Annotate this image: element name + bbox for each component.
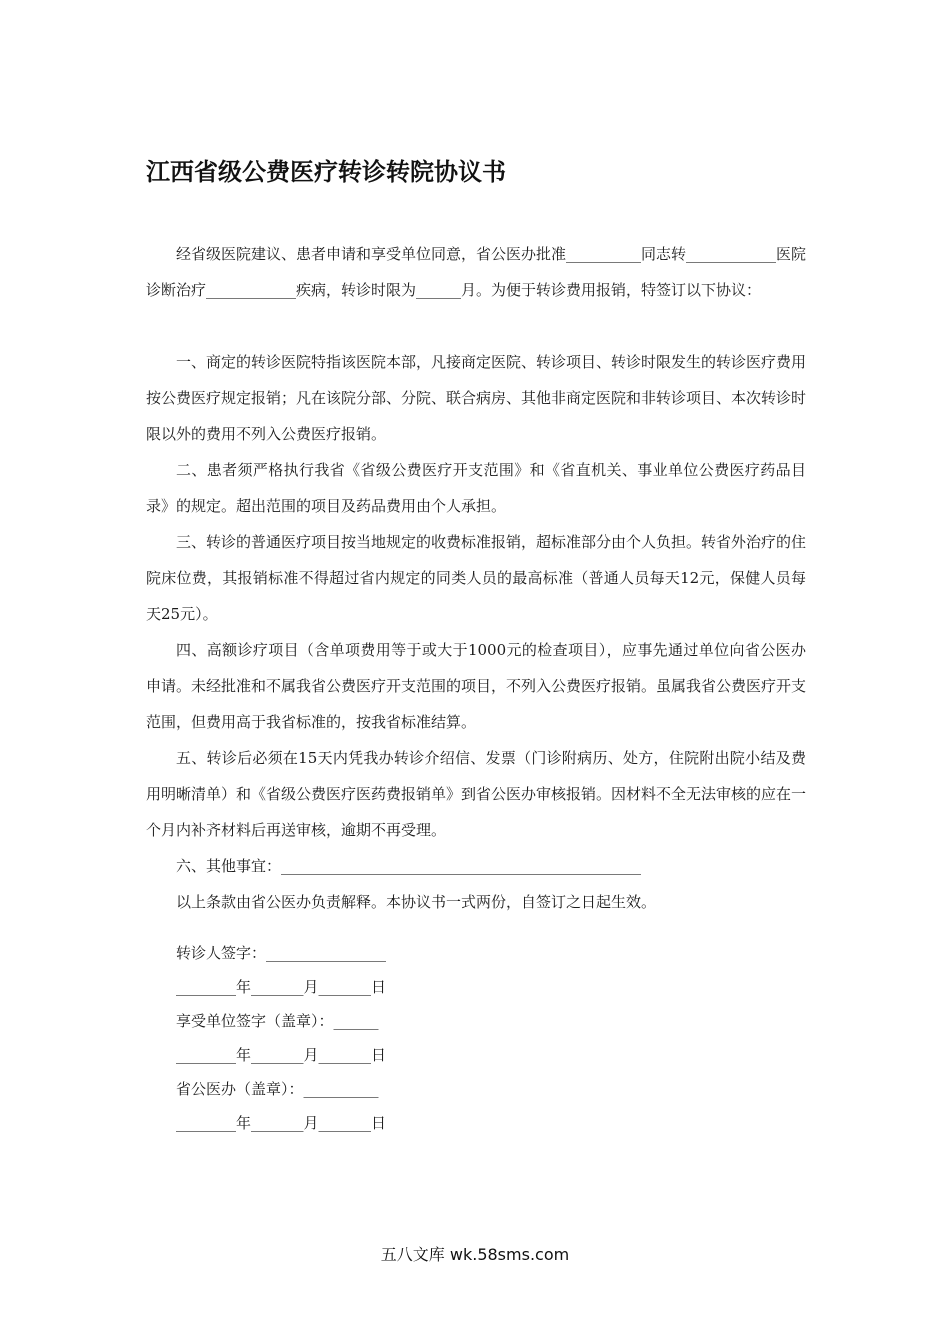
unit-signature: 享受单位签字（盖章）：______ — [176, 1012, 379, 1030]
interpretation-statement: 以上条款由省公医办负责解释。本协议书一式两份，自签订之日起生效。 — [176, 893, 657, 911]
footer-watermark: 五八文库 wk.58sms.com — [380, 1245, 570, 1264]
clause-4-paragraph: 四、高额诊疗项目（含单项费用等于或大于1000元的检查项目），应事先通过单位向省公医办申请。未经批准和不属我省公费医疗开支范围的项目，不列入公费医疗报销。虽属我省公费医疗开支范围，但费用高于我省标准的，按我省标准结算。 — [146, 641, 807, 731]
clause-3-paragraph: 三、转诊的普通医疗项目按当地规定的收费标准报销，超标准部分由个人负担。转省外治疗的住院床位费，其报销标准不得超过省内规定的同类人员的最高标准（普通人员每天12元，保健人员每天25元）。 — [146, 533, 807, 623]
clause-1-paragraph: 一、商定的转诊医院特指该医院本部，凡接商定医院、转诊项目、转诊时限发生的转诊医疗费用按公费医疗规定报销；凡在该院分部、分院、联合病房、其他非商定医院和非转诊项目、本次转诊时限以外的费用不列入公费医疗报销。 — [146, 353, 807, 443]
date-line: ________年_______月_______日 — [176, 1114, 387, 1132]
date-line: ________年_______月_______日 — [176, 1046, 387, 1064]
document-title: 江西省级公费医疗转诊转院协议书 — [146, 158, 506, 186]
date-line: ________年_______月_______日 — [176, 978, 387, 996]
office-seal: 省公医办（盖章）：__________ — [176, 1080, 379, 1098]
clause-2-paragraph: 二、患者须严格执行我省《省级公费医疗开支范围》和《省直机关、事业单位公费医疗药品目录》的规定。超出范围的项目及药品费用由个人承担。 — [146, 461, 806, 515]
clause-5-paragraph: 五、转诊后必须在15天内凭我办转诊介绍信、发票（门诊附病历、处方，住院附出院小结及费用明晰清单）和《省级公费医疗医药费报销单》到省公医办审核报销。因材料不全无法审核的应在一个月内补齐材料后再送审核，逾期不再受理。 — [146, 749, 807, 839]
clause-6-other-matters: 六、其他事宜：________________________________________________ — [176, 857, 642, 875]
transfer-person-signature: 转诊人签字：________________ — [176, 944, 387, 962]
intro-paragraph: 经省级医院建议、患者申请和享受单位同意，省公医办批准__________同志转____________医院诊断治疗____________疾病，转诊时限为______月。为便于转诊费用报销，特签订以下协议： — [146, 245, 807, 299]
